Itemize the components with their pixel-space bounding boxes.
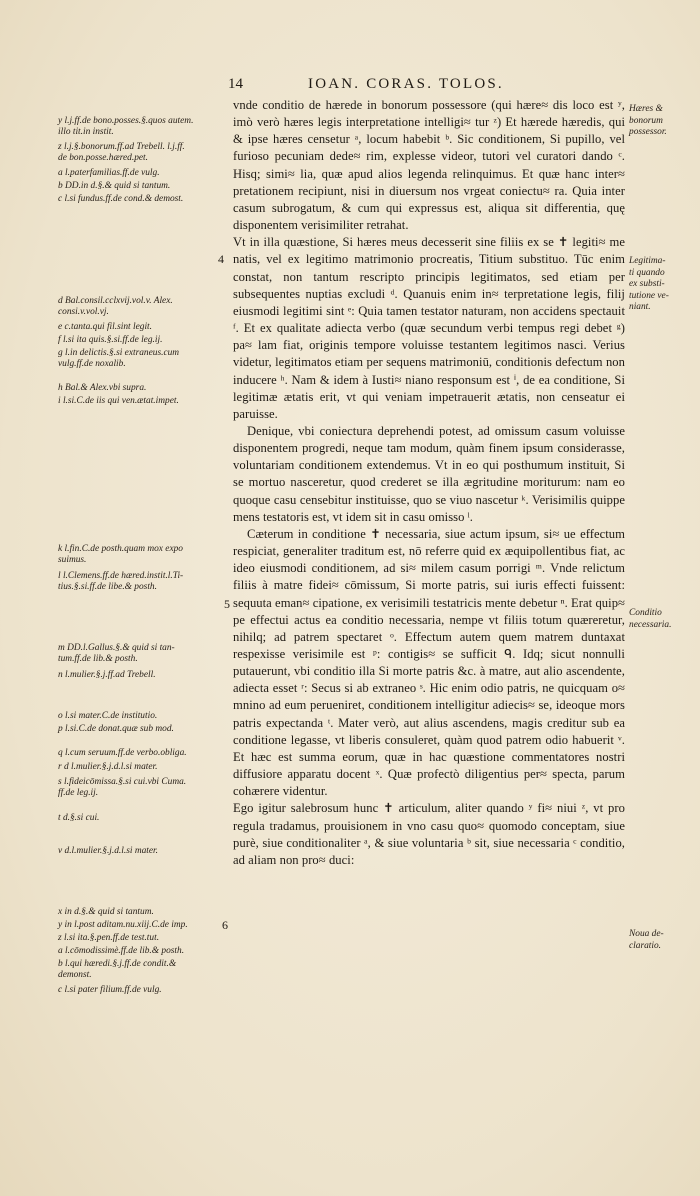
margin-note: n l.mulier.§.j.ff.ad Trebell.: [58, 670, 156, 680]
right-margin-note: Legitima- ti quando ex substi- tutione ve- niant.: [629, 256, 669, 313]
margin-note: v d.l.mulier.§.j.d.l.si mater.: [58, 846, 158, 856]
paragraph-4: Cæterum in conditione ✝ necessaria, siue actum ipsum, si≈ ue effectum respiciat, generaliter traditum est, nō referre quid ex æquipollentibus fiat, ac ideo eiusmodi conditionem, ad si≈ milem casum porrigi ᵐ. Vnde relictum filiis à matre fidei≈ cōmissum, Si morte patris, sui iuris effecti fuissent: sequuta eman≈ cipatione, ex verisimili testatricis mente debetur ⁿ. Erat quip≈ pe effectui actus ea conditio necessaria, nempe vt filiis totum quæreretur, nihilq; ad patrem spectaret ᵒ. Effectum autem quem matrem duntaxat respexisse verisimile est ᵖ: contigis≈ se sufficit ᑫ. Idq; sicut nonnulli putauerunt, vbi conditio illa Si morte patris &c. à matre, aut alio ascendente, adiecta esset ʳ: Secus si ab extraneo ˢ. Hic enim odio patris, ne quicquam o≈ mnino ad eum perueniret, conditionem intelligitur adiecis≈ se, ideoque mors patris expectanda ᵗ. Mater verò, aut alius ascendens, magis creditur sub ea conditione legasse, vt liberis consuleret, quàm quod patrem odio habuerit ᵛ. Et hæc est summa eorum, quæ in hac quæstione commentatores nostri diffusiore apparatu docent ˣ. Quæ profectò diligentius per≈ specta, parum cohærere videntur.: [233, 526, 625, 799]
page-header: [190, 76, 640, 98]
paragraph-number: 4: [218, 252, 224, 266]
margin-note: x in d.§.& quid si tantum.: [58, 907, 154, 917]
margin-note: d Bal.consil.cclxvij.vol.v. Alex. consi.v.vol.vj.: [58, 296, 173, 318]
paragraph-2: Vt in illa quæstione, Si hæres meus decesserit sine filiis ex se ✝ legiti≈ me natis, vel ex legitimo matrimonio procreatis, Titium substituo. Tūc enim constat, non tantum rescripto principis legitimatos, sed etiam per subsequentes nuptias excludi ᵈ. Quanuis enim in≈ terpretatione legis, filij eiusmodi legitimi sint ᵉ: Quia tamen testator naturam, non accidens spectauit ᶠ. Et ex qualitate adiecta verbo (quæ secundum verbi tempus regi debet ᵍ) pa≈ lam fiat, originis tempore voluisse testantem legitimos nasci. Verius videtur, legitimatos etiam per sequens matrimoniū, conditionis defectum non inducere ʰ. Nam & idem à Iusti≈ niano responsum est ⁱ, de ea conditione, Si legitimæ ætatis erit, vt qui veniam impetrauerit ætatis, non censeatur ei paruisse.: [233, 235, 625, 421]
margin-note: e c.tanta.qui fil.sint legit.: [58, 322, 153, 332]
margin-note: z l.si ita.§.pen.ff.de test.tut.: [58, 933, 160, 943]
margin-note: h Bal.& Alex.vbi supra.: [58, 383, 147, 393]
margin-note: a l.paterfamilias.ff.de vulg.: [58, 168, 160, 178]
margin-note: y l.j.ff.de bono.posses.§.quos autem. illo tit.in instit.: [58, 116, 194, 138]
margin-note: r d l.mulier.§.j.d.l.si mater.: [58, 762, 158, 772]
right-margin-note: Noua de- claratio.: [629, 929, 664, 951]
margin-note: c l.si pater filium.ff.de vulg.: [58, 985, 162, 995]
paragraph-1: vnde conditio de hærede in bonorum possessore (qui hære≈ dis loco est ʸ, imò verò hæres legis interpretatione intelligi≈ tur ᶻ) Et hærede hæredis, qui & ipse hæres censetur ᵃ, locum habebit ᵇ. Sic conditionem, Si pupillo, vel furioso pecuniam dede≈ rim, explesse videor, tutori vel curatori dando ᶜ. Hisq; simi≈ lia, quæ apud alios legenda relinquimus. Et quæ hanc inter≈ pretationem recipiunt, nisi in diuersum nos vrgeat coniectu≈ ra. Quia inter casum subrogatum, & cum qui expressus est, aliqua sit differentia, quę disponentem verisimiliter retrahat.: [233, 98, 625, 233]
margin-note: l l.Clemens.ff.de hæred.instit.l.Ti- tius.§.si.ff.de libe.& posth.: [58, 571, 184, 593]
margin-note: y in l.post aditam.nu.xiij.C.de imp.: [58, 920, 188, 930]
running-head: IOAN. CORAS. TOLOS.: [308, 76, 504, 92]
margin-note: b DD.in d.§.& quid si tantum.: [58, 181, 171, 191]
right-margin-note: Conditio necessaria.: [629, 608, 672, 630]
margin-note: g l.in delictis.§.si extraneus.cum vulg.ff.de noxalib.: [58, 348, 180, 370]
margin-note: o l.si mater.C.de institutio.: [58, 711, 158, 721]
paragraph-5: Ego igitur salebrosum hunc ✝ articulum, aliter quando ʸ fi≈ niui ᶻ, vt pro regula tradamus, prouisionem in vno casu quo≈ quomodo conceptam, siue purè, siue conditionaliter ᵃ, & siue voluntaria ᵇ sit, siue necessaria ᶜ conditio, ad aliam non pro≈ duci:: [233, 801, 625, 867]
paragraph-number: 6: [222, 918, 228, 932]
margin-note: i l.si.C.de iis qui ven.ætat.impet.: [58, 396, 179, 406]
paragraph-3: Denique, vbi coniectura deprehendi potest, ad omissum casum voluisse disponentem progredi, neque tam modum, quàm finem ipsum considerasse, voluntariam conditionem extendemus. Vt in eo qui posthumum instituit, Si se mortuo nasceretur, quod crederet se illa ægritudine moriturum: nam eo quoque casu censebitur instituisse, quo se viuo nascetur ᵏ. Verisimilis quippe mens testatoris est, vt idem sit in casu omisso ˡ.: [233, 423, 625, 524]
margin-note: z l.j.§.bonorum.ff.ad Trebell. l.j.ff. de bon.posse.hæred.pet.: [58, 142, 185, 164]
margin-note: a l.cōmodissimè.ff.de lib.& posth.: [58, 946, 185, 956]
margin-note: p l.si.C.de donat.quæ sub mod.: [58, 724, 174, 734]
margin-note: c l.si fundus.ff.de cond.& demost.: [58, 194, 184, 204]
margin-note: k l.fin.C.de posth.quam mox expo suimus.: [58, 544, 183, 566]
margin-note: m DD.l.Gallus.§.& quid si tan- tum.ff.de lib.& posth.: [58, 643, 175, 665]
margin-note: s l.fideicōmissa.§.si cui.vbi Cuma. ff.de leg.ij.: [58, 777, 187, 799]
margin-note: t d.§.si cui.: [58, 813, 100, 823]
paragraph-number: 5: [224, 597, 230, 611]
margin-note: f l.si ita quis.§.si.ff.de leg.ij.: [58, 335, 163, 345]
folio-number: 14: [228, 76, 243, 92]
main-text-column: [233, 97, 625, 869]
margin-note: b l.qui hæredi.§.j.ff.de condit.& demonst.: [58, 959, 177, 981]
margin-note: q l.cum seruum.ff.de verbo.obliga.: [58, 748, 187, 758]
right-margin-note: Hæres & bonorum possessor.: [629, 104, 667, 138]
